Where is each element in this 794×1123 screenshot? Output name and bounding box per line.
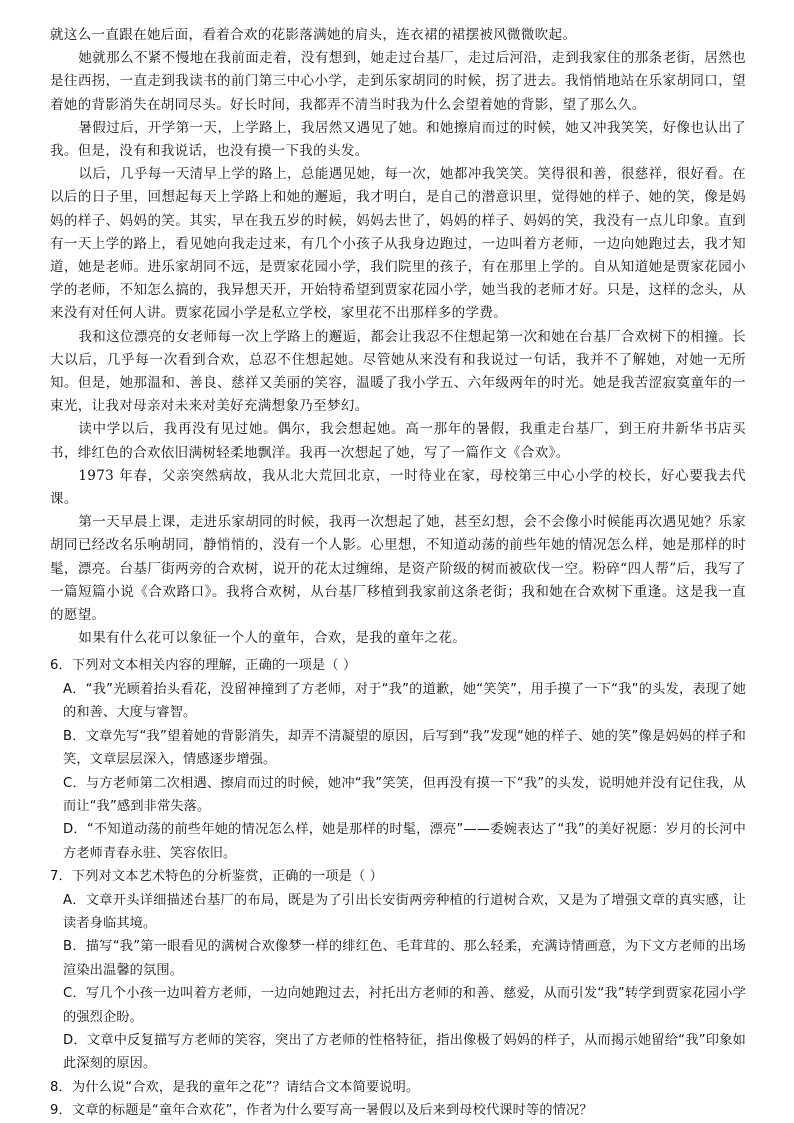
question-list — [50, 654, 746, 1122]
passage-paragraph-4: 以后，几乎每一天清早上学的路上，总能遇见她，每一次，她都冲我笑笑。笑得很和善，很慈祥，很好看。在以后的日子里，回想起每天上学路上和她的邂逅，我才明白，是自己的潜意识里，觉得她的样子、她的笑，像是妈妈的样子、妈妈的笑。其实，早在我五岁的时候，妈妈去世了，妈妈的样子、妈妈的笑，我没有一点儿印象。直到有一天上学的路上，看见她向我走过来，有几个小孩子从我身边跑过，一边叫着方老师，一边向她跑过去，我才知道，她是老师。进乐家胡同不远，是贾家花园小学，我们院里的孩子，有在那里上学的。自从知道她是贾家花园小学的老师，不知怎么搞的，我异想天开，开始特希望到贾家花园小学，她当我的老师才好。只是，这样的念头，从来没有对任何人讲。贾家花园小学是私立学校，家里花不出那样多的学费。 — [50, 166, 746, 322]
option-b: B．描写“我”第一眼看见的满树合欢像梦一样的绯红色、毛茸茸的、那么轻柔，充满诗情画意，为下文方老师的出场渲染出温馨的氛围。 — [63, 939, 746, 978]
passage-paragraph-9: 如果有什么花可以象征一个人的童年，合欢，是我的童年之花。 — [78, 630, 467, 647]
option-a: A．“我”光顾着抬头看花，没留神撞到了方老师，对于“我”的道歉，她“笑笑”，用手摸了一下“我”的头发，表现了她的和善、大度与睿智。 — [63, 681, 746, 721]
passage-paragraph-3: 暑假过后，开学第一天，上学路上，我居然又遇见了她。和她擦肩而过的时候，她又冲我笑笑，好像也认出了我。但是，没有和我说话，也没有摸一下我的头发。 — [50, 119, 746, 160]
passage-paragraph-7: 1973 年春，父亲突然病故，我从北大荒回北京，一时待业在家，母校第三中心小学的校长，好心要我去代课。 — [50, 467, 746, 508]
option-c: C．与方老师第二次相遇、擦肩而过的时候，她冲“我”笑笑，但再没有摸一下“我”的头发，说明她并没有记住我，从而让“我”感到非常失落。 — [63, 775, 746, 814]
passage-paragraph-2: 她就那么不紧不慢地在我前面走着，没有想到，她走过台基厂，走过后河沿，走到我家住的那条老街，居然也是往西拐，一直走到我读书的前门第三中心小学，走到乐家胡同的时候，拐了进去。我悄悄地站在乐家胡同口，望着她的背影消失在胡同尽头。好长时间，我都弄不清当时我为什么会望着她的背影，望了那么久。 — [50, 50, 746, 113]
option-d: D．“不知道动荡的前些年她的情况怎么样，她是那样的时髦，漂亮”——委婉表达了“我”的美好祝愿：岁月的长河中方老师青春永驻、笑容依旧。 — [63, 822, 746, 861]
option-b: B．文章先写“我”望着她的背影消失，却弄不清凝望的原因，后写到“我”发现“她的样子、她的笑”像是妈妈的样子和笑，文章层层深入，情感逐步增强。 — [63, 728, 746, 768]
passage-paragraph-5: 我和这位漂亮的女老师每一次上学路上的邂逅，都会让我忍不住想起第一次和她在台基厂合欢树下的相撞。长大以后，几乎每一次看到合欢，总忍不住想起她。尽管她从来没有和我说过一句话，我并不了解她，对她一无所知。但是，她那温和、善良、慈祥又美丽的笑容，温暖了我小学五、六年级两年的时光。她是我苦涩寂寞童年的一束光，让我对母亲对未来对美好充满想象乃至梦幻。 — [50, 328, 746, 415]
option-d: D．文章中反复描写方老师的笑容，突出了方老师的性格特征，指出像极了妈妈的样子，从而揭示她留给“我”印象如此深刻的原因。 — [63, 1032, 746, 1072]
question-7 — [50, 865, 746, 1076]
option-c: C．写几个小孩一边叫着方老师，一边向她跑过去，衬托出方老师的和善、慈爱，从而引发“我”转学到贾家花园小学的强烈企盼。 — [63, 986, 746, 1025]
question-stem: 7．下列对文本艺术特色的分析鉴赏，正确的一项是（ ） — [50, 869, 383, 885]
question-6 — [50, 654, 746, 865]
question-stem: 9．文章的标题是“童年合欢花”，作者为什么要写高一暑假以及后来到母校代课时等的情况？ — [50, 1103, 593, 1119]
option-a: A．文章开头详细描述台基厂的布局，既是为了引出长安街两旁种植的行道树合欢，又是为了增强文章的真实感，让读者身临其境。 — [63, 892, 746, 931]
question-stem: 6．下列对文本相关内容的理解，正确的一项是（ ） — [50, 658, 357, 674]
question-9 — [50, 1099, 746, 1122]
question-stem: 8．为什么说“合欢，是我的童年之花”？请结合文本简要说明。 — [50, 1079, 420, 1095]
reading-passage — [50, 24, 746, 650]
passage-paragraph-8: 第一天早晨上课，走进乐家胡同的时候，我再一次想起了她，甚至幻想，会不会像小时候能再次遇见她？乐家胡同已经改名乐响胡同，静悄悄的，没有一个人影。心里想，不知道动荡的前些年她的情况怎么样，她是那样的时髦，漂亮。台基厂街两旁的合欢树，说开的花太过缠绵，是资产阶级的树而被砍伐一空。粉碎“四人帮”后，我写了一篇短篇小说《合欢路口》。我将合欢树，从台基厂移植到我家前这条老街；我和她在合欢树下重逢。这是我一直的愿望。 — [50, 514, 746, 624]
passage-paragraph-1: 就这么一直跟在她后面，看着合欢的花影落满她的肩头，连衣裙的裙摆被风微微吹起。 — [50, 27, 577, 43]
passage-paragraph-6: 读中学以后，我再没有见过她。偶尔，我会想起她。高一那年的暑假，我重走台基厂，到王府井新华书店买书，绯红色的合欢依旧满树轻柔地飘洋。我再一次想起了她，写了一篇作文《合欢》。 — [50, 421, 746, 461]
question-8 — [50, 1076, 746, 1099]
